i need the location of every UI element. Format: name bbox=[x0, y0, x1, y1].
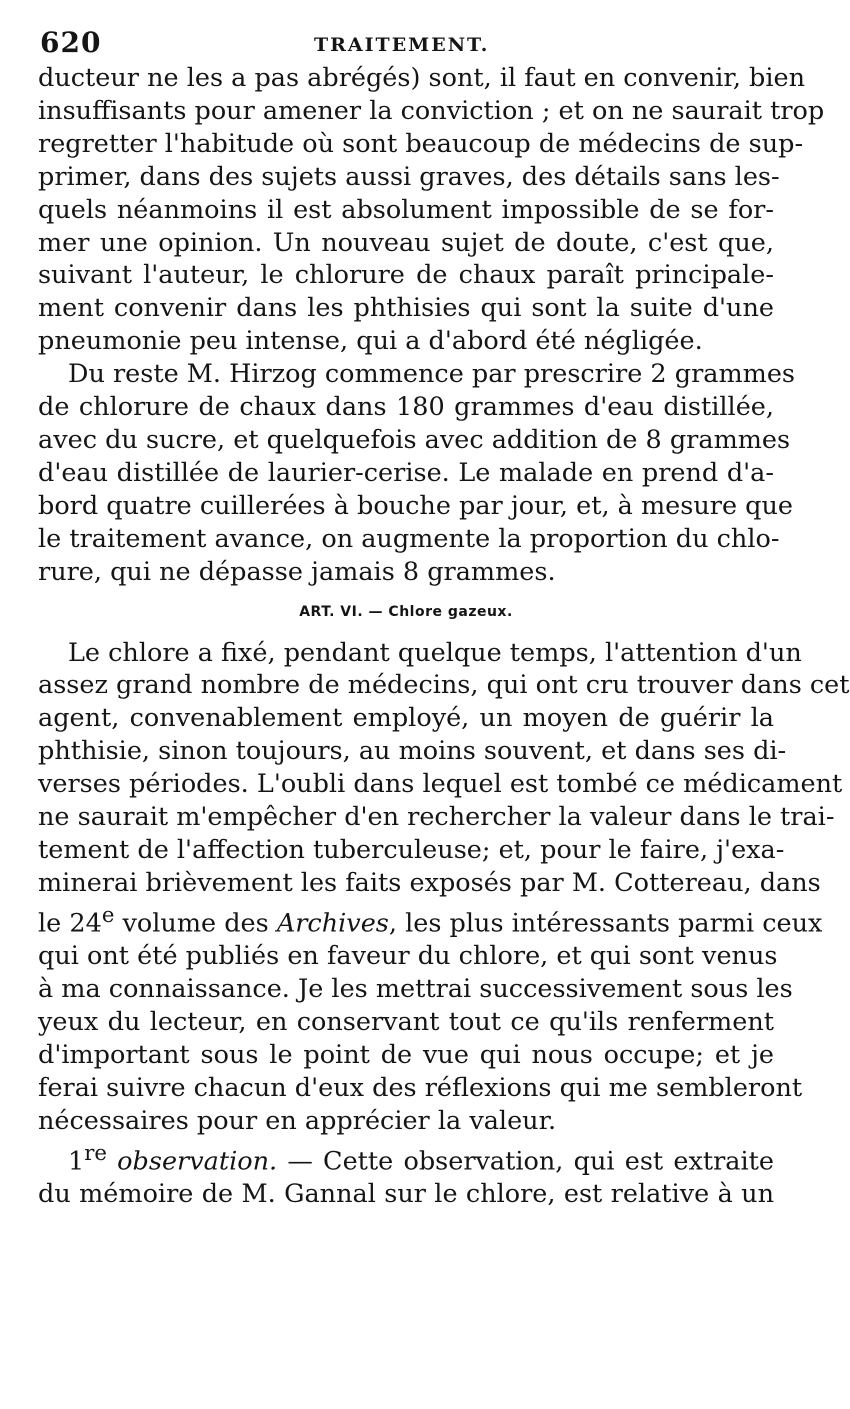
text-line: avec du sucre, et quelquefois avec addition de 8 grammes bbox=[38, 424, 791, 455]
journal-title: Archives bbox=[276, 908, 389, 939]
text-fragment: , les plus intéressants parmi ceux bbox=[388, 908, 823, 939]
text-line: ducteur ne les a pas abrégés) sont, il faut en convenir, bien bbox=[38, 63, 806, 93]
text-line: insuffisants pour amener la conviction ; et on ne saurait trop bbox=[38, 95, 825, 126]
text-line: Le chlore a fixé, pendant quelque temps, l'attention d'un bbox=[68, 637, 802, 668]
text-line: primer, dans des sujets aussi graves, des détails sans les- bbox=[38, 161, 780, 192]
text-line: tement de l'affection tuberculeuse; et, pour le faire, j'exa- bbox=[38, 834, 785, 865]
text-line bbox=[38, 1138, 774, 1178]
text-line: d'eau distillée de laurier-cerise. Le malade en prend d'a- bbox=[38, 457, 774, 488]
paragraph-1 bbox=[38, 62, 825, 358]
text-line: minerai brièvement les faits exposés par M. Cottereau, dans bbox=[38, 867, 821, 898]
text-line: agent, convenablement employé, un moyen de guérir la bbox=[38, 703, 774, 734]
page-number: 620 bbox=[40, 26, 102, 59]
text-fragment: — Cette observation, qui est extraite bbox=[277, 1146, 774, 1177]
text-line: suivant l'auteur, le chlorure de chaux paraît principale- bbox=[38, 260, 774, 291]
text-line: à ma connaissance. Je les mettrai successivement sous les bbox=[38, 974, 793, 1005]
text-line: de chlorure de chaux dans 180 grammes d'eau distillée, bbox=[38, 392, 774, 423]
text-line: regretter l'habitude où sont beaucoup de médecins de sup- bbox=[38, 128, 804, 159]
text-line: ment convenir dans les phthisies qui sont la suite d'une bbox=[38, 293, 774, 324]
text-fragment: volume des bbox=[114, 908, 277, 939]
paragraph-2 bbox=[38, 358, 795, 588]
text-line: bord quatre cuillerées à bouche par jour, et, à mesure que bbox=[38, 490, 793, 521]
text-line: le traitement avance, on augmente la proportion du chlo- bbox=[38, 523, 780, 554]
text-line bbox=[38, 900, 823, 940]
paragraph-3 bbox=[38, 637, 850, 1138]
text-line: ferai suivre chacun d'eux des réflexions qui me sembleront bbox=[38, 1072, 803, 1103]
paragraph-4 bbox=[38, 1138, 774, 1211]
text-line: Du reste M. Hirzog commence par prescrire 2 grammes bbox=[68, 359, 795, 390]
text-line: d'important sous le point de vue qui nous occupe; et je bbox=[38, 1039, 774, 1070]
text-line: assez grand nombre de médecins, qui ont cru trouver dans cet bbox=[38, 670, 850, 701]
text-line: mer une opinion. Un nouveau sujet de doute, c'est que, bbox=[38, 227, 774, 258]
text-line: nécessaires pour en apprécier la valeur. bbox=[38, 1105, 557, 1136]
text-line: quels néanmoins il est absolument impossible de se for- bbox=[38, 194, 774, 225]
text-line: pneumonie peu intense, qui a d'abord été négligée. bbox=[38, 326, 703, 357]
observation-label: observation. bbox=[106, 1146, 278, 1177]
section-heading: ART. VI. — Chlore gazeux. bbox=[299, 603, 513, 620]
text-line: qui ont été publiés en faveur du chlore, et qui sont venus bbox=[38, 941, 778, 972]
text-fragment: le 24 bbox=[38, 908, 102, 939]
text-line: verses périodes. L'oubli dans lequel est tombé ce médicament bbox=[38, 769, 843, 800]
ordinal-superscript: e bbox=[101, 902, 115, 928]
text-line: yeux du lecteur, en conservant tout ce qu'ils renferment bbox=[38, 1006, 774, 1037]
text-line: ne saurait m'empêcher d'en rechercher la valeur dans le trai- bbox=[38, 802, 835, 833]
ordinal-superscript: re bbox=[84, 1140, 107, 1166]
running-head bbox=[38, 18, 774, 62]
text-line: rure, qui ne dépasse jamais 8 grammes. bbox=[38, 556, 556, 587]
text-line: du mémoire de M. Gannal sur le chlore, est relative à un bbox=[38, 1179, 774, 1209]
text-line: phthisie, sinon toujours, au moins souvent, et dans ses di- bbox=[38, 736, 787, 767]
running-title: TRAITEMENT. bbox=[314, 34, 490, 56]
observation-number: 1 bbox=[68, 1146, 85, 1177]
